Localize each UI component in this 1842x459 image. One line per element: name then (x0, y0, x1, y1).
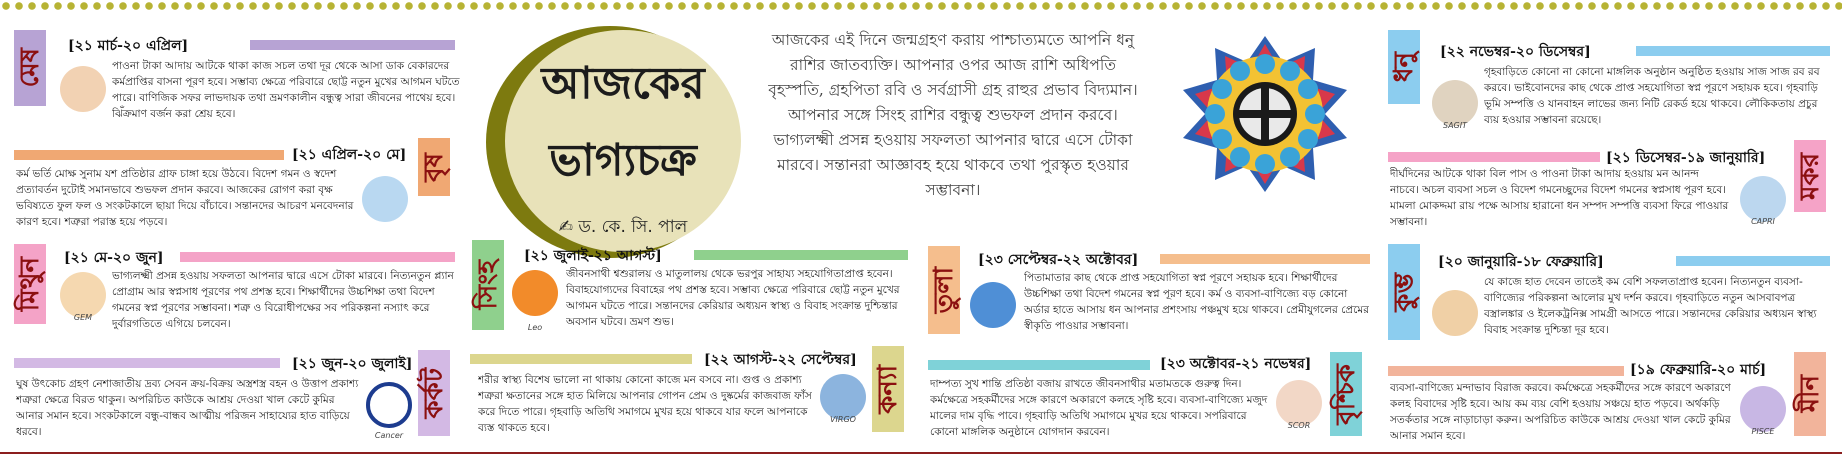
sign-name: সিংহ (473, 260, 503, 310)
dates-singha: [২১ জুলাই-২১ আগস্ট] (524, 248, 662, 264)
scorpio-icon (1276, 380, 1322, 430)
dates-dhanu: [২২ নভেম্বর-২০ ডিসেম্বর] (1440, 44, 1591, 60)
dates-tula: [২৩ সেপ্টেম্বর-২২ অক্টোবর] (978, 252, 1139, 268)
text-tula: পিতামাতার কাছ থেকে প্রাপ্ত সহযোগিতা স্বপ্ন পূরণে সহায়ক হবে। শিক্ষার্থীদের উচ্চশিক্ষা তথা বিদেশ গমনের স্বপ্ন পূরণ হবে। কর্ম ও ব্যবসা-বাণিজ্যে বড় কোনো অর্ডার হাতে আসায় ধন আপনার প্রশংসায় পঞ্চমুখ হয়ে থাকবে। প্রেমীযুগলের প্রেমের স্বীকৃতি পাওয়ার সম্ভাবনা। (1024, 272, 1369, 332)
bar-singha (694, 250, 908, 260)
icon-tag: Cancer (374, 431, 404, 440)
dates-karkat: [২১ জুন-২০ জুলাই] (292, 356, 413, 372)
text-kumbha: যে কাজে হাত দেবেন তাতেই কম বেশি সফলতাপ্রাপ্ত হবেন। নিত্যনতুন ব্যবসা-বাণিজ্যের পরিকল্পনা আলোর মুখ দর্শন করবে। গৃহবাড়িতে নতুন আসবাবপত্র বস্ত্রালঙ্কার ও ইলেকট্রনিক্স সামগ্রী আসতে পারে। সন্তানদের কেরিয়ার অধ্যয়ন স্বাস্থ্য বিবাহ সংক্রান্ত দুশ্চিন্তা দূর হবে। (1484, 276, 1817, 336)
icon-tag: CAPRI (1751, 217, 1775, 226)
tab-kanya (872, 346, 904, 432)
icon-tag: PISCE (1751, 427, 1775, 436)
tab-kumbha (1388, 244, 1420, 340)
sign-name: ধনু (1389, 51, 1419, 83)
leo-icon (512, 270, 558, 332)
tab-singha (472, 240, 504, 330)
tab-brish (418, 138, 450, 196)
sign-name: মিথুন (15, 256, 45, 312)
bar-kanya (470, 354, 692, 364)
icon-tag: SAGIT (1443, 121, 1467, 130)
page-title-line1: আজকের (541, 58, 705, 109)
pisces-icon (1740, 386, 1786, 436)
zodiac-wheel-icon (1175, 34, 1355, 194)
text-brish: কর্ম ভর্তি মোক্ষ সুনাম যশ প্রতিষ্ঠার গ্রাফ চাঙ্গা হয়ে উঠবে। বিদেশ গমন ও স্বদেশ প্রত্যাবর্তন দুটোই সমানভাবে শুভফল প্রদান করবে। আজকের রোগণ করা বৃক্ষ ভবিষ্যতে ফুল ফল ও সংকটকালে ছায়া দিয়ে বাঁচাবে। সন্তানদের আচরণ মনবেদনার কারণ হবে। শত্রুরা পরাস্ত হয়ে পড়বে। (16, 168, 354, 228)
capricorn-icon (1740, 176, 1786, 226)
bar-meen (1388, 366, 1624, 376)
tab-dhanu (1388, 30, 1420, 104)
page-title-line2: ভাগ্যচক্র (549, 135, 697, 186)
sign-name: বৃশ্চিক (1331, 363, 1361, 425)
bar-kumbha (1676, 256, 1830, 266)
title-block (505, 30, 741, 252)
sign-name: কর্কট (419, 367, 449, 419)
bar-mithun (180, 252, 455, 262)
sign-name: মীন (1795, 375, 1825, 413)
text-kanya: শরীর স্বাস্থ্য বিশেষ ভালো না থাকায় কোনো কাজে মন বসবে না। গুপ্ত ও প্রকাশ্য শত্রুরা ক্ষতানের সঙ্গে হাত মিলিয়ে আপনার গোপন প্রেম ও দুষ্কর্মের কাজবাজ ফাঁস করে দিতে পারে। গৃহবাড়ি অতিথি সমাগমে মুখর হয়ে থাকবে যার ফলে আপনাকে ব্যস্ত থাকতে হবে। (478, 374, 812, 434)
author-name: ড. কে. সি. পাল (578, 217, 688, 237)
dates-mesh: [২১ মার্চ-২০ এপ্রিল] (68, 38, 189, 54)
sign-name: কন্যা (873, 364, 903, 414)
dates-makar: [২১ ডিসেম্বর-১৯ জানুয়ারি] (1606, 150, 1766, 166)
bar-brishchik (928, 360, 1150, 370)
cancer-icon (366, 382, 412, 440)
bar-karkat (14, 358, 280, 368)
icon-tag: GEM (73, 313, 93, 322)
dates-kanya: [২২ আগস্ট-২২ সেপ্টেম্বর] (704, 352, 857, 368)
sign-name: মেষ (15, 48, 45, 88)
aquarius-icon (1432, 290, 1478, 336)
sign-name: তুলা (929, 266, 959, 314)
aries-icon (60, 66, 106, 112)
tab-makar (1794, 140, 1826, 212)
taurus-icon (362, 176, 408, 222)
icon-tag: VIRGO (830, 415, 856, 424)
dates-kumbha: [২০ জানুয়ারি-১৮ ফেব্রুয়ারি] (1438, 254, 1604, 270)
text-mithun: ভাগ্যলক্ষ্মী প্রসন্ন হওয়ায় সফলতা আপনার দ্বারে এসে টোকা মারবে। নিত্যনতুন প্ল্যান প্রোগ্রাম আর স্বপ্নসাধ পূরণের পথ প্রশস্ত হবে। শিক্ষার্থীদের উচ্চশিক্ষা তথা বিদেশ গমনের স্বপ্ন পূরণের সম্ভাবনা। শত্রু ও বিরোধীপক্ষের সব পরিকল্পনা নস্যাৎ করে দুর্বারগতিতে এগিয়ে চলবেন। (112, 270, 454, 330)
dates-meen: [১৯ ফেব্রুয়ারি-২০ মার্চ] (1630, 362, 1767, 378)
icon-tag: Leo (527, 323, 543, 332)
tab-brishchik (1330, 352, 1362, 436)
tab-mesh (14, 30, 46, 106)
bar-brish (14, 150, 284, 160)
text-makar: দীর্ঘদিনের আটকে থাকা বিল পাস ও পাওনা টাকা আদায় হওয়ায় মন আনন্দ নাচবে। অচল ব্যবসা সচল ও বিদেশ গমনেচ্ছুদের বিদেশ গমনের স্বপ্নসাধ পূরণ হবে। মামলা মোকদ্দমা রায় পক্ষে আসায় হারানো ধন সম্পদ সম্পত্তি ব্যবসা ফিরে পাওয়ার সম্ভাবনা। (1390, 168, 1729, 228)
dates-mithun: [২১ মে-২০ জুন] (64, 250, 164, 266)
gemini-icon (60, 272, 106, 322)
dates-brish: [২১ এপ্রিল-২০ মে] (292, 147, 407, 163)
bar-tula (1160, 254, 1370, 264)
bar-mesh (250, 40, 455, 50)
virgo-icon (820, 374, 866, 424)
text-mesh: পাওনা টাকা আদায় আটকে থাকা কাজ সচল তথা দূর থেকে আসা ডাক বেকারদের কর্মপ্রাপ্তির বাসনা পূরণ হবে। সম্ভাব্য ক্ষেত্রে পরিবারে ছোট্ট নতুন মুখের আগমন ঘটতে পারে। বাণিজিক সফর লাভদায়ক তথা ভ্রমণকালীন বন্ধুত্ব সারা জীবনের পাথেয় হবে। ঝিঁক্রমাণ বর্জন করা শ্রেয় হবে। (112, 60, 460, 120)
tab-meen (1794, 352, 1826, 436)
text-brishchik: দাম্পত্য সুখ শান্তি প্রতিষ্ঠা বজায় রাখতে জীবনসাথীর মতামতকে গুরুত্ব দিন। কর্মক্ষেত্রে সহকর্মীদের সঙ্গে কারণে অকারণে কলহে সৃষ্টি হবে। ব্যবসা-বাণিজ্যে মজুদ মালের দাম বৃদ্ধি পাবে। গৃহবাড়ি অতিথি সমাগমে মুখর হয়ে থাকবে। সপরিবারে কোনো মাঙ্গলিক অনুষ্ঠানে যোগদান করবেন। (930, 378, 1268, 438)
dotted-border (0, 0, 1842, 14)
bottom-rule (0, 452, 1842, 454)
pen-icon: ✍ (558, 217, 573, 237)
tab-mithun (14, 244, 46, 324)
sign-name: মকর (1795, 152, 1825, 200)
dates-brishchik: [২৩ অক্টোবর-২১ নভেম্বর] (1160, 356, 1312, 372)
icon-tag: SCOR (1287, 421, 1311, 430)
text-dhanu: গৃহবাড়িতে কোনো না কোনো মাঙ্গলিক অনুষ্ঠান অনুষ্ঠিত হওয়ায় সাজ সাজ রব রব করবে। ভাইবোনদের কাছ থেকে প্রাপ্ত সহযোগিতা স্বপ্ন পূরণে সহায়ক হবে। গৃহবাড়ি ভূমি সম্পত্তি ও যানবাহন লাভের জন্য নিটি রেকর্ড হয়ে থাকবে। লৌকিকতায় প্রচুর ব্যয় হওয়ার সম্ভাবনা রয়েছে। (1484, 66, 1820, 126)
sign-name: বৃষ (419, 152, 449, 182)
text-meen: ব্যবসা-বাণিজ্যে মন্দাভাব বিরাজ করবে। কর্মক্ষেত্রে সহকর্মীদের সঙ্গে কারণে অকারণে কলহ বিবাদের সৃষ্টি হবে। আয় কম ব্যয় বেশি হওয়ায় সঞ্চয়ে হাত পড়বে। অর্থকড়ি সতর্কতার সঙ্গে নাড়াচাড়া করুন। অপরিচিত কাউকে আশ্রয় দেওয়া খাল কেটে কুমির আনার সমান হবে। (1390, 382, 1731, 442)
tab-tula (928, 246, 960, 334)
text-singha: জীবনসাথী শ্বশুরালয় ও মাতুলালয় থেকে ভরপুর সাহায্য সহযোগিতাপ্রাপ্ত হবেন। বিবাহযোগ্যদের বিবাহের পথ প্রশস্ত হবে। সম্ভাব্য ক্ষেত্রে পরিবারে ছোট্ট নতুন মুখের আগমন ঘটতে পারে। সন্তানদের কেরিয়ার অধ্যয়ন স্বাস্থ্য ও বিবাহ সংক্রান্ত দুশ্চিন্তার অবসান ঘটবে। ভ্রমণ শুভ। (566, 268, 900, 328)
bar-makar (1388, 152, 1600, 162)
intro-text: আজকের এই দিনে জন্মগ্রহণ করায় পাশ্চাত্যমতে আপনি ধনু রাশির জাতব্যক্তি। আপনার ওপর আজ রাশি অধিপতি বৃহস্পতি, গ্রহপিতা রবি ও সর্বগ্রাসী গ্রহ রাহুর প্রভাব বিদ্যমান। আপনার সঙ্গে সিংহ রাশির বন্ধুত্ব শুভফল প্রদান করবে। ভাগ্যলক্ষ্মী প্রসন্ন হওয়ায় সফলতা আপনার দ্বারে এসে টোকা মারবে। সন্তানরা আজ্ঞাবহ হয়ে থাকবে তথা পুরস্কৃত হওয়ার সম্ভাবনা। (768, 31, 1138, 199)
text-karkat: ঘুষ উৎকোচ গ্রহণ নেশাজাতীয় দ্রব্য সেবন ক্রয়-বিক্রয় অস্ত্রশস্ত্র বহন ও উত্তাপ প্রকাশ্য শত্রুরা ক্ষেত্রে বিরত থাকুন। অপরিচিত কাউকে আশ্রয় দেওয়া খাল কেটে কুমির আনার সমান হবে। সংকটকালে বন্ধু-বান্ধব আত্মীয় পরিজন সাহায্যের হাত বাড়িয়ে ধরবে। (16, 378, 359, 438)
tab-karkat (418, 350, 450, 436)
bar-dhanu (1636, 46, 1830, 56)
sagittarius-icon (1432, 80, 1478, 130)
libra-icon (970, 282, 1016, 328)
sign-name: কুম্ভ (1389, 272, 1419, 312)
